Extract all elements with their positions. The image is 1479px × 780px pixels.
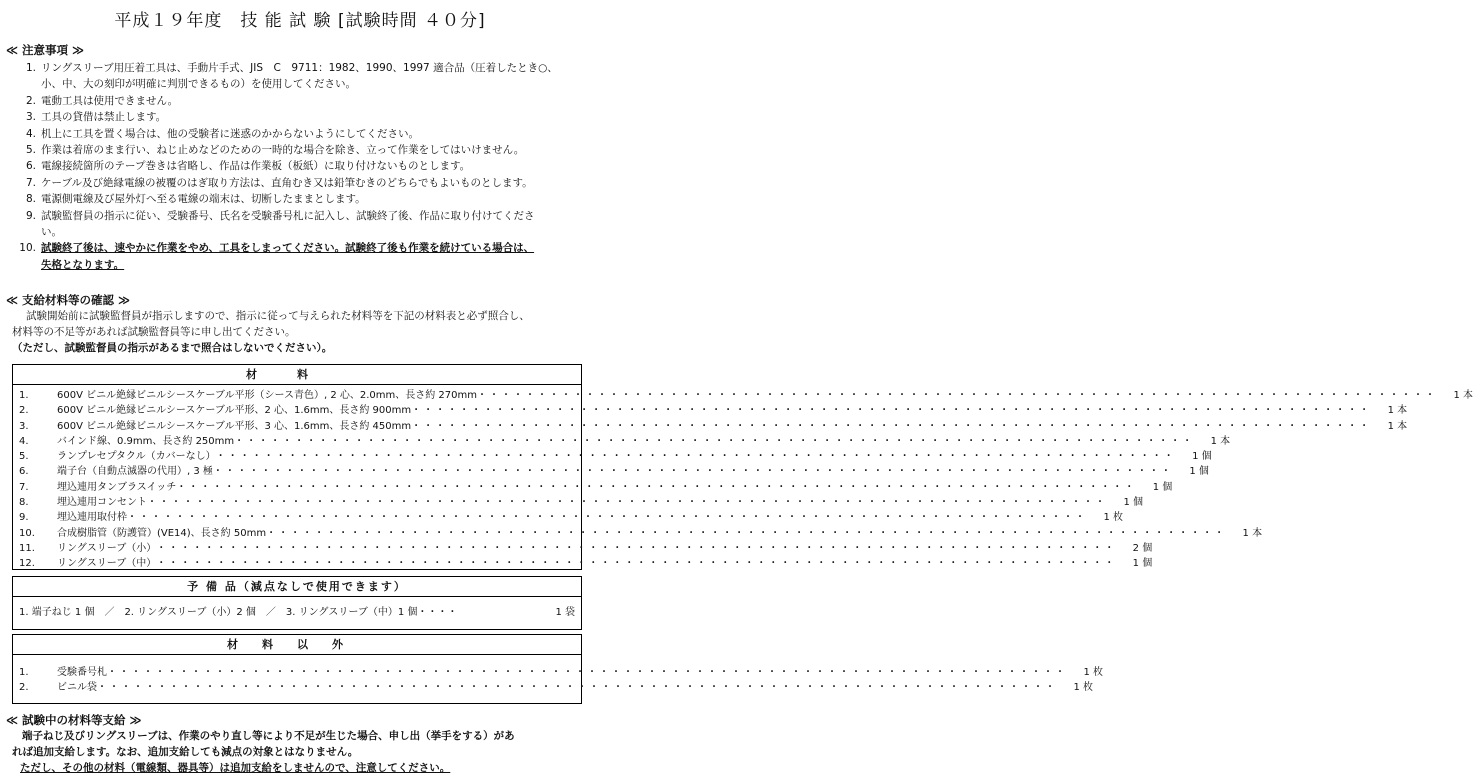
note-text: 試験監督員の指示に従い、受験番号、氏名を受験番号札に記入し、試験終了後、作品に取り付けてくださ bbox=[41, 209, 535, 222]
note-number: 3. bbox=[25, 111, 36, 124]
note-item bbox=[6, 208, 598, 224]
row-name: 埋込連用取付枠 bbox=[57, 512, 127, 524]
row-number: 8. bbox=[19, 497, 29, 509]
row-name: 600V ビニル絶縁ビニルシースケーブル平形、3 心、1.6mm、長さ約 450mm bbox=[57, 420, 412, 432]
note-number: 8. bbox=[25, 193, 36, 206]
table-row bbox=[13, 495, 1143, 510]
note-text: 机上に工具を置く場合は、他の受験者に迷惑のかからないようにしてください。 bbox=[41, 127, 419, 140]
row-name: 埋込連用コンセント bbox=[57, 497, 147, 509]
note-text: 失格となります。 bbox=[41, 258, 125, 271]
row-number: 2. bbox=[19, 405, 29, 417]
table-row bbox=[13, 510, 1123, 525]
note-text: ケーブル及び絶縁電線の被覆のはぎ取り方法は、直角むき又は鉛筆むきのどちらでもよいものとします。 bbox=[41, 176, 533, 189]
row-quantity: 1 枚 bbox=[1083, 667, 1103, 678]
note-item bbox=[6, 240, 598, 256]
note-item bbox=[6, 191, 598, 207]
note-number: 2. bbox=[25, 94, 36, 107]
spare-row bbox=[13, 597, 581, 629]
note-item bbox=[6, 93, 598, 109]
table-row bbox=[13, 403, 1408, 418]
row-name: ランプレセプタクル（カバーなし） bbox=[57, 451, 216, 463]
note-text: リングスリーブ用圧着工具は、手動片手式、JIS C 9711：1982、1990、1997 適合品（圧着したとき○、 bbox=[41, 62, 558, 74]
note-number: 9. bbox=[25, 209, 36, 222]
table-row bbox=[13, 388, 1473, 403]
note-number: 4. bbox=[25, 127, 36, 140]
table-row bbox=[13, 434, 1231, 449]
row-name: ビニル袋 bbox=[57, 682, 97, 694]
note-text: 小、中、大の刻印が明確に判別できるもの）を使用してください。 bbox=[41, 78, 356, 91]
row-number: 9. bbox=[19, 512, 29, 524]
leader-dots: ・・・・・・・・・・・・・・・・・・・・・・・・・・・・・・・・・・・・・・・・・・・・・・・・・・・・・・・・・・・・・・・・・・・・・・・・・・・・・・・・ bbox=[127, 512, 1087, 524]
leader-dots: ・・・・・・・・・・・・・・・・・・・・・・・・・・・・・・・・・・・・・・・・・・・・・・・・・・・・・・・・・・・・・・・・・・・・・・・・・・・・・・・・ bbox=[215, 451, 1176, 463]
row-name: リングスリーブ（小） bbox=[57, 542, 157, 554]
spare-table bbox=[12, 576, 582, 630]
row-name: 受験番号札 bbox=[57, 667, 107, 678]
other-table-header: 材料以外 bbox=[13, 635, 581, 655]
leader-dots: ・・・・・・・・・・・・・・・・・・・・・・・・・・・・・・・・・・・・・・・・・・・・・・・・・・・・・・・・・・・・・・・・・・・・・・・・・・・・・・・・ bbox=[147, 497, 1107, 509]
leader-dots: ・・・・・・・・・・・・・・・・・・・・・・・・・・・・・・・・・・・・・・・・・・・・・・・・・・・・・・・・・・・・・・・・・・・・・・・・・・・・・・・・ bbox=[411, 405, 1372, 417]
table-row bbox=[13, 556, 1153, 571]
note-item bbox=[6, 158, 598, 174]
leader-dots: ・・・・・・・・・・・・・・・・・・・・・・・・・・・・・・・・・・・・・・・・・・・・・・・・・・・・・・・・・・・・・・・・・・・・・・・・・・・・・・・・ bbox=[477, 390, 1437, 401]
row-name: 埋込連用タンブラスイッチ bbox=[57, 481, 177, 493]
note-item bbox=[6, 175, 598, 191]
table-row bbox=[13, 541, 1153, 556]
row-quantity: 1 個 bbox=[1152, 481, 1173, 493]
leader-dots: ・・・・・・・・・・・・・・・・・・・・・・・・・・・・・・・・・・・・・・・・・・・・・・・・・・・・・・・・・・・・・・・・・・・・・・・・・・・・・・・・ bbox=[156, 542, 1117, 554]
additional-heading: ≪ 試験中の材料等支給 ≫ bbox=[6, 713, 142, 727]
row-quantity: 1 枚 bbox=[1103, 512, 1123, 524]
leader-dots: ・・・・・・・・・・・・・・・・・・・・・・・・・・・・・・・・・・・・・・・・・・・・・・・・・・・・・・・・・・・・・・・・・・・・・・・・・・・・・・・・ bbox=[176, 481, 1137, 493]
note-text: 試験終了後は、速やかに作業をやめ、工具をしまってください。試験終了後も作業を続けている場合は、 bbox=[41, 242, 535, 255]
note-number bbox=[6, 257, 41, 273]
note-item bbox=[6, 76, 598, 92]
row-quantity: 1 個 bbox=[1192, 451, 1212, 463]
materials-check-note: （ただし、試験監督員の指示があるまで照合はしないでください）。 bbox=[12, 342, 333, 354]
note-item bbox=[6, 224, 598, 240]
leader-dots: ・・・・・・・・・・・・・・・・・・・・・・・・・・・・・・・・・・・・・・・・・・・・・・・・・・・・・・・・・・・・・・・・・・・・・・・・・・・・・・・・ bbox=[97, 682, 1057, 694]
row-number: 10. bbox=[19, 527, 35, 539]
note-text: 電線接続箇所のテープ巻きは省略し、作品は作業板（板紙）に取り付けないものとします。 bbox=[41, 160, 471, 173]
row-quantity: 1 本 bbox=[1453, 390, 1473, 401]
additional-line1: 端子ねじ及びリングスリーブは、作業のやり直し等により不足が生じた場合、申し出（挙手をする）があ bbox=[22, 730, 515, 742]
table-row bbox=[13, 449, 1212, 464]
table-row bbox=[13, 480, 1173, 495]
row-number: 1. bbox=[19, 667, 29, 678]
row-quantity: 1 本 bbox=[1242, 527, 1263, 539]
row-quantity: 1 枚 bbox=[1073, 682, 1093, 694]
note-number bbox=[6, 224, 41, 240]
table-row bbox=[13, 665, 1103, 680]
row-quantity: 1 本 bbox=[1387, 420, 1408, 432]
leader-dots: ・・・・・・・・・・・・・・・・・・・・・・・・・・・・・・・・・・・・・・・・・・・・・・・・・・・・・・・・・・・・・・・・・・・・・・・・・・・・・・・・ bbox=[411, 420, 1372, 432]
leader-dots: ・・・・・・・・・・・・・・・・・・・・・・・・・・・・・・・・・・・・・・・・・・・・・・・・・・・・・・・・・・・・・・・・・・・・・・・・・・・・・・・・ bbox=[266, 527, 1227, 539]
note-text: い。 bbox=[41, 226, 62, 239]
row-number: 6. bbox=[19, 466, 29, 478]
note-text: 電源側電線及び屋外灯へ至る電線の端末は、切断したままとします。 bbox=[41, 193, 366, 206]
materials-check-heading: ≪ 支給材料等の確認 ≫ bbox=[6, 293, 131, 307]
spare-line: 1. 端子ねじ 1 個 ／ 2. リングスリーブ（小）2 個 ／ 3. リングスリーブ（中）1 個・・・・ bbox=[19, 607, 458, 618]
note-item bbox=[6, 142, 598, 158]
row-number: 11. bbox=[19, 542, 35, 554]
row-number: 1. bbox=[19, 390, 29, 401]
row-quantity: 1 本 bbox=[1387, 405, 1408, 417]
row-quantity: 1 個 bbox=[1132, 558, 1153, 570]
note-number: 6. bbox=[25, 160, 36, 173]
note-item bbox=[6, 126, 598, 142]
table-row bbox=[13, 680, 1093, 695]
row-name: 合成樹脂管（防護管）(VE14)、長さ約 50mm bbox=[57, 527, 267, 539]
leader-dots: ・・・・・・・・・・・・・・・・・・・・・・・・・・・・・・・・・・・・・・・・・・・・・・・・・・・・・・・・・・・・・・・・・・・・・・・・・・・・・・・・ bbox=[107, 667, 1067, 678]
note-text: 電動工具は使用できません。 bbox=[41, 94, 179, 107]
note-item bbox=[6, 257, 598, 273]
note-number: 1. bbox=[25, 62, 36, 74]
spare-qty: 1 袋 bbox=[555, 607, 575, 618]
row-number: 12. bbox=[19, 558, 35, 570]
table-row bbox=[13, 526, 1263, 541]
note-number: 5. bbox=[25, 144, 36, 157]
leader-dots: ・・・・・・・・・・・・・・・・・・・・・・・・・・・・・・・・・・・・・・・・・・・・・・・・・・・・・・・・・・・・・・・・・・・・・・・・・・・・・・・・ bbox=[234, 435, 1195, 447]
notes-heading: ≪ 注意事項 ≫ bbox=[6, 43, 85, 57]
other-table bbox=[12, 634, 1103, 704]
row-number: 5. bbox=[19, 451, 29, 463]
row-quantity: 1 個 bbox=[1189, 466, 1209, 478]
row-number: 4. bbox=[19, 435, 29, 447]
additional-line3: ただし、その他の材料（電線類、器具等）は追加支給をしませんので、注意してください。 bbox=[20, 762, 451, 774]
table-row bbox=[13, 419, 1408, 434]
note-item bbox=[6, 109, 598, 125]
row-number: 3. bbox=[19, 420, 29, 432]
row-quantity: 1 本 bbox=[1210, 435, 1231, 447]
row-quantity: 1 個 bbox=[1123, 497, 1143, 509]
notes-list bbox=[6, 60, 598, 273]
materials-table-header: 材料 bbox=[13, 365, 581, 385]
row-number: 2. bbox=[19, 682, 29, 694]
row-quantity: 2 個 bbox=[1132, 542, 1153, 554]
note-number: 10. bbox=[19, 242, 36, 255]
row-name: 600V ビニル絶縁ビニルシースケーブル平形（シース青色）, 2 心、2.0mm、長さ約 270mm bbox=[57, 390, 477, 401]
materials-check-line1: 試験開始前に試験監督員が指示しますので、指示に従って与えられた材料等を下記の材料表と必ず照合し、 bbox=[26, 310, 530, 322]
leader-dots: ・・・・・・・・・・・・・・・・・・・・・・・・・・・・・・・・・・・・・・・・・・・・・・・・・・・・・・・・・・・・・・・・・・・・・・・・・・・・・・・・ bbox=[156, 558, 1117, 570]
row-number: 7. bbox=[19, 481, 29, 493]
note-number: 7. bbox=[25, 176, 36, 189]
note-text: 作業は着席のまま行い、ねじ止めなどのための一時的な場合を除き、立って作業をしてはいけません。 bbox=[41, 144, 525, 157]
additional-line2: れば追加支給します。なお、追加支給しても減点の対象とはなりません。 bbox=[12, 746, 359, 758]
row-name: 600V ビニル絶縁ビニルシースケーブル平形、2 心、1.6mm、長さ約 900mm bbox=[57, 405, 412, 417]
note-text: 工具の貸借は禁止します。 bbox=[41, 111, 167, 124]
row-name: バインド線、0.9mm、長さ約 250mm bbox=[57, 435, 235, 447]
note-number bbox=[6, 76, 41, 92]
note-item bbox=[6, 60, 598, 76]
table-row bbox=[13, 464, 1209, 479]
leader-dots: ・・・・・・・・・・・・・・・・・・・・・・・・・・・・・・・・・・・・・・・・・・・・・・・・・・・・・・・・・・・・・・・・・・・・・・・・・・・・・・・・ bbox=[212, 466, 1173, 478]
materials-table bbox=[12, 364, 1473, 570]
row-name: 端子台（自動点滅器の代用）, 3 極 bbox=[57, 466, 213, 478]
row-name: リングスリーブ（中） bbox=[57, 558, 157, 570]
spare-table-header: 予 備 品（減点なしで使用できます） bbox=[13, 577, 581, 597]
page-title: 平成１９年度 技 能 試 験 [試験時間 ４０分] bbox=[114, 11, 486, 31]
materials-check-line2: 材料等の不足等があれば試験監督員等に申し出てください。 bbox=[12, 326, 296, 338]
